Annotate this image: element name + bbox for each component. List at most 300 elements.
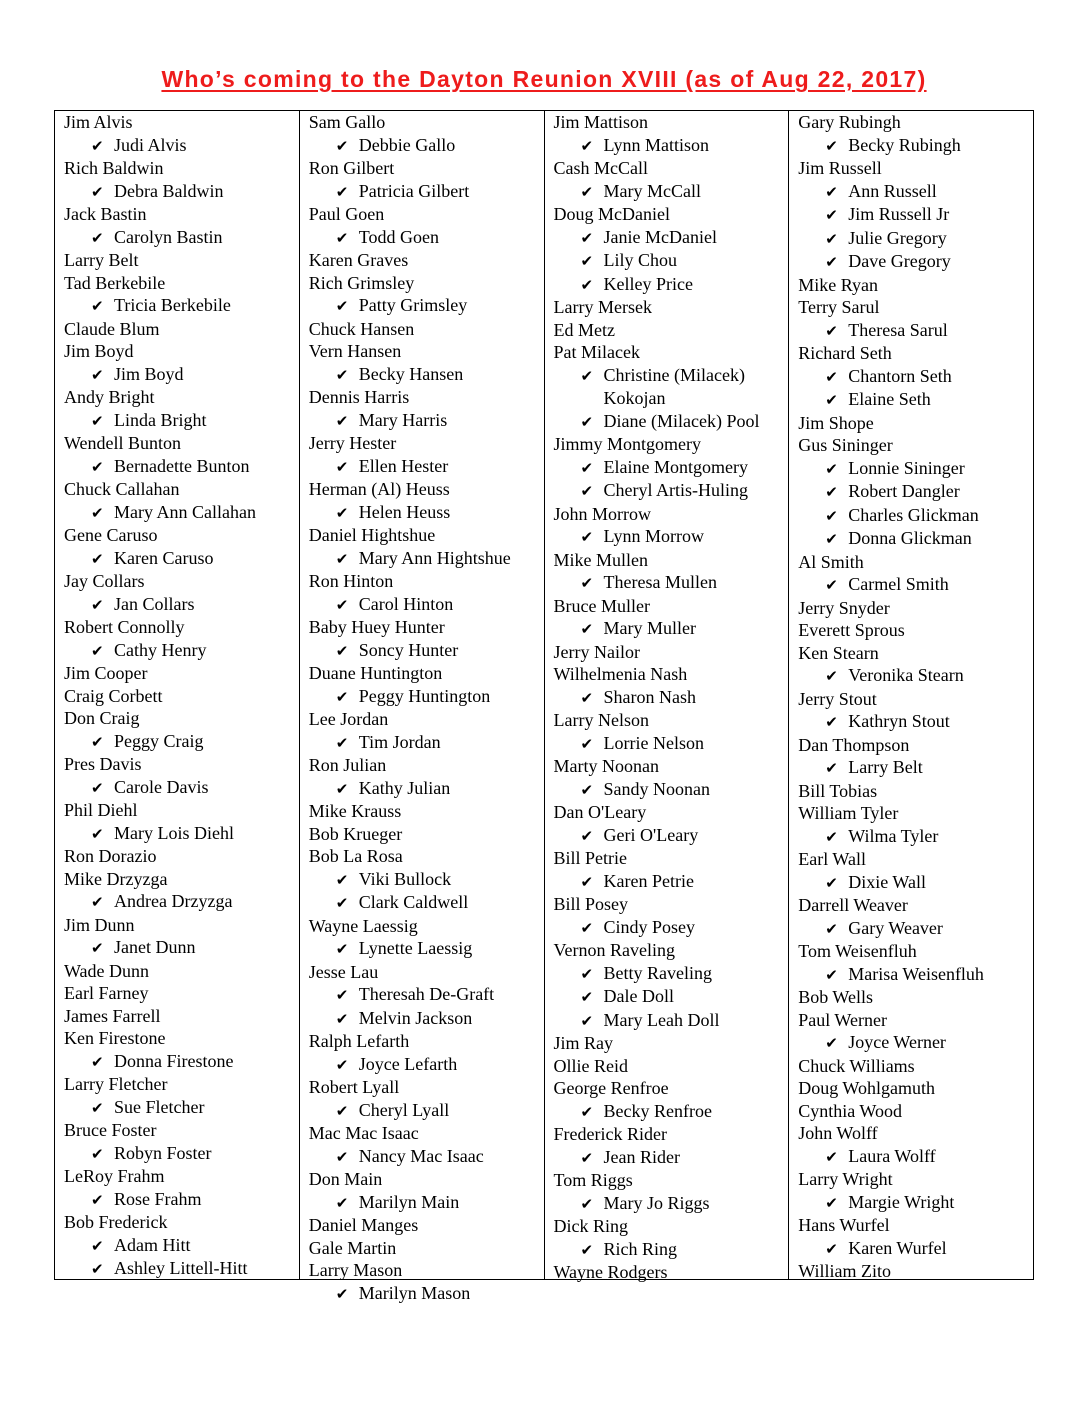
attendee-name: Sandy Noonan — [603, 778, 710, 799]
guest-entry — [64, 294, 299, 318]
guest-entry — [798, 319, 1033, 343]
attendee-name: Craig Corbett — [64, 685, 163, 706]
attendee-entry — [64, 386, 299, 409]
guest-entry — [309, 547, 544, 571]
attendee-name: Earl Farney — [64, 983, 149, 1003]
attendee-name: Todd Goen — [358, 226, 439, 247]
attendee-entry — [309, 157, 544, 180]
attendee-name: Dan O'Leary — [553, 802, 647, 822]
attendee-name: Mary Muller — [603, 618, 696, 638]
guest-entry — [798, 203, 1033, 227]
attendee-name: Andy Bright — [64, 387, 155, 407]
checkmark-icon: ✔ — [825, 1193, 838, 1212]
attendee-name: Paul Werner — [798, 1009, 887, 1030]
checkmark-icon: ✔ — [825, 713, 838, 731]
attendee-name: Karen Wurfel — [848, 1237, 947, 1258]
attendee-entry — [554, 595, 789, 618]
checkmark-icon: ✔ — [335, 894, 349, 912]
guest-entry — [554, 226, 789, 250]
attendee-name: Lily Chou — [603, 250, 678, 270]
attendee-name: Nancy Mac Isaac — [358, 1145, 484, 1166]
attendee-name: Wade Dunn — [64, 960, 150, 981]
attendee-entry — [64, 478, 299, 501]
checkmark-icon: ✔ — [335, 182, 349, 201]
attendee-name: Sue Fletcher — [114, 1096, 205, 1117]
attendee-name: Pat Milacek — [553, 342, 640, 362]
attendee-entry — [798, 1077, 1033, 1100]
guest-entry — [309, 1191, 544, 1215]
attendee-name: Larry Belt — [64, 250, 139, 270]
attendee-entry — [309, 662, 544, 685]
guest-entry — [798, 180, 1033, 204]
checkmark-icon: ✔ — [335, 136, 349, 155]
checkmark-icon: ✔ — [580, 252, 594, 270]
attendee-name: Lee Jordan — [308, 709, 389, 729]
checkmark-icon: ✔ — [91, 1144, 104, 1163]
guest-entry — [64, 180, 299, 204]
attendee-entry — [554, 319, 789, 342]
attendee-entry — [554, 433, 789, 456]
attendee-name: Carmel Smith — [848, 574, 949, 594]
guest-entry — [798, 871, 1033, 895]
guest-entry — [554, 962, 789, 986]
checkmark-icon: ✔ — [580, 872, 594, 891]
attendee-name: Tim Jordan — [358, 731, 441, 752]
attendee-entry — [64, 685, 299, 708]
attendee-name: Mike Mullen — [553, 549, 648, 570]
guest-entry — [309, 731, 544, 755]
attendee-name: Ellen Hester — [358, 455, 449, 476]
attendee-name: Lonnie Sininger — [848, 457, 965, 478]
guest-entry-continued — [554, 387, 789, 410]
guest-entry — [309, 1145, 544, 1169]
checkmark-icon: ✔ — [335, 457, 349, 476]
attendee-name: Jay Collars — [64, 571, 145, 591]
checkmark-icon: ✔ — [91, 1098, 104, 1117]
attendee-entry — [64, 1211, 299, 1234]
attendee-entry — [798, 1214, 1033, 1237]
guest-entry — [798, 1145, 1033, 1169]
guest-entry — [798, 527, 1033, 551]
attendee-name: John Morrow — [553, 503, 651, 524]
attendee-name: Daniel Hightshue — [308, 525, 436, 545]
attendee-name: Bob La Rosa — [308, 846, 403, 866]
attendee-entry — [64, 111, 299, 134]
guest-entry — [554, 1192, 789, 1216]
attendee-name: Charles Glickman — [848, 504, 979, 525]
attendee-entry — [309, 1214, 544, 1237]
attendee-name: Mary Ann Hightshue — [358, 547, 511, 568]
attendee-entry — [798, 551, 1033, 574]
attendee-name: Doug Wohlgamuth — [798, 1078, 935, 1098]
attendee-name: Jim Boyd — [64, 341, 134, 361]
checkmark-icon: ✔ — [580, 734, 594, 753]
attendee-name: Jerry Nailor — [553, 641, 640, 662]
attendee-name: Kokojan — [603, 388, 666, 408]
attendee-entry — [309, 754, 544, 777]
attendee-name: Viki Bullock — [358, 868, 452, 889]
attendee-entry — [798, 688, 1033, 711]
attendee-entry — [309, 915, 544, 938]
attendee-name: Jim Dunn — [64, 914, 135, 935]
checkmark-icon: ✔ — [335, 365, 349, 384]
attendee-name: Larry Mason — [308, 1260, 403, 1280]
guest-entry — [64, 730, 299, 754]
attendee-entry — [64, 799, 299, 822]
attendee-name: Jerry Hester — [308, 433, 397, 453]
attendee-name: Ken Stearn — [798, 642, 879, 663]
guest-entry — [64, 409, 299, 433]
attendee-entry — [554, 203, 789, 226]
attendee-name: Mike Drzyzga — [64, 868, 168, 889]
attendee-name: Sharon Nash — [603, 686, 696, 707]
attendee-name: Cynthia Wood — [798, 1100, 902, 1121]
attendee-entry — [64, 1119, 299, 1142]
attendee-name: Robert Dangler — [848, 481, 960, 501]
attendee-entry — [64, 1027, 299, 1050]
attendee-name: Cathy Henry — [114, 639, 207, 660]
attendee-name: Mary Jo Riggs — [603, 1192, 710, 1213]
guest-entry — [798, 388, 1033, 412]
attendee-entry — [798, 986, 1033, 1009]
attendee-name: Dick Ring — [553, 1216, 628, 1236]
attendee-name: Jesse Lau — [308, 961, 379, 982]
checkmark-icon: ✔ — [335, 1101, 349, 1120]
guest-entry — [554, 985, 789, 1009]
attendee-name: Wendell Bunton — [64, 433, 182, 453]
checkmark-icon: ✔ — [825, 1147, 838, 1166]
guest-entry — [554, 479, 789, 503]
attendee-name: Terry Sarul — [798, 297, 880, 317]
attendee-name: Peggy Craig — [114, 730, 204, 751]
attendee-name: Theresah De-Graft — [358, 984, 495, 1004]
attendee-entry — [64, 318, 299, 341]
guest-entry — [554, 778, 789, 802]
attendee-entry — [554, 1077, 789, 1100]
attendee-name: Wayne Laessig — [308, 915, 418, 936]
guest-entry — [309, 134, 544, 158]
attendee-entry — [798, 642, 1033, 665]
checkmark-icon: ✔ — [580, 780, 594, 799]
checkmark-icon: ✔ — [91, 641, 104, 660]
checkmark-icon: ✔ — [580, 228, 594, 247]
checkmark-icon: ✔ — [335, 1055, 349, 1074]
attendee-name: Cheryl Lyall — [358, 1099, 450, 1120]
attendee-entry — [64, 1005, 299, 1028]
checkmark-icon: ✔ — [580, 918, 594, 937]
checkmark-icon: ✔ — [825, 136, 838, 155]
attendee-name: Kathryn Stout — [848, 711, 950, 731]
guest-entry — [309, 1053, 544, 1077]
checkmark-icon: ✔ — [825, 873, 838, 892]
guest-entry — [798, 134, 1033, 158]
attendee-entry — [309, 524, 544, 547]
attendee-name: Jim Shope — [798, 412, 874, 433]
checkmark-icon: ✔ — [580, 136, 594, 155]
guest-entry — [554, 824, 789, 848]
attendee-name: Karen Petrie — [603, 870, 694, 891]
attendee-name: Becky Rubingh — [848, 134, 961, 155]
checkmark-icon: ✔ — [335, 549, 349, 568]
attendee-entry — [64, 272, 299, 295]
guest-entry — [309, 1099, 544, 1123]
guest-entry — [64, 455, 299, 479]
attendee-name: Jim Alvis — [64, 112, 133, 132]
attendee-name: Geri O'Leary — [603, 824, 699, 845]
attendee-name: Bruce Muller — [553, 595, 650, 616]
checkmark-icon: ✔ — [335, 641, 349, 660]
guest-entry — [798, 1237, 1033, 1261]
attendee-name: Gene Caruso — [64, 525, 158, 545]
attendee-entry — [309, 845, 544, 868]
attendee-name: Elaine Montgomery — [603, 456, 748, 477]
guest-entry — [554, 870, 789, 894]
guest-entry — [64, 1257, 299, 1281]
guest-entry — [309, 294, 544, 318]
attendee-name: Jim Cooper — [64, 663, 148, 683]
attendee-name: Ron Hinton — [308, 571, 394, 591]
checkmark-icon: ✔ — [335, 733, 349, 752]
attendee-name: Tom Weisenfluh — [798, 941, 917, 961]
attendee-name: Theresa Sarul — [848, 319, 948, 340]
attendee-name: Julie Gregory — [848, 227, 947, 248]
attendee-entry — [64, 753, 299, 776]
attendee-name: Ron Gilbert — [308, 158, 395, 178]
checkmark-icon: ✔ — [580, 1240, 594, 1259]
attendee-entry — [554, 1123, 789, 1146]
attendee-name: Janet Dunn — [114, 937, 196, 957]
attendee-name: Robert Lyall — [308, 1077, 400, 1097]
attendee-name: Mike Krauss — [308, 801, 402, 821]
attendee-entry — [64, 707, 299, 730]
attendee-entry — [554, 709, 789, 732]
checkmark-icon: ✔ — [335, 1009, 349, 1028]
attendee-name: Cash McCall — [553, 158, 648, 178]
attendee-name: Jim Russell Jr — [848, 204, 950, 224]
attendee-name: Don Main — [308, 1169, 383, 1189]
attendee-name: Peggy Huntington — [358, 685, 491, 706]
checkmark-icon: ✔ — [335, 940, 349, 958]
attendee-name: Herman (Al) Heuss — [308, 479, 450, 499]
guest-entry — [309, 501, 544, 525]
guest-entry — [64, 593, 299, 617]
attendee-entry — [64, 1073, 299, 1096]
attendee-name: Gale Martin — [308, 1237, 397, 1258]
attendee-entry — [554, 549, 789, 572]
attendee-entry — [554, 1215, 789, 1238]
attendee-name: Kathy Julian — [358, 777, 451, 798]
checkmark-icon: ✔ — [335, 1147, 349, 1166]
checkmark-icon: ✔ — [580, 1102, 594, 1121]
attendee-name: Jim Boyd — [114, 363, 184, 384]
attendee-name: Dixie Wall — [848, 871, 926, 892]
attendee-name: Chantorn Seth — [848, 365, 952, 386]
attendee-entry — [309, 340, 544, 363]
attendee-name: Cindy Posey — [603, 916, 696, 937]
checkmark-icon: ✔ — [580, 1194, 594, 1213]
attendee-name: Mac Mac Isaac — [308, 1123, 419, 1143]
attendee-entry — [309, 249, 544, 272]
attendee-entry — [309, 386, 544, 409]
checkmark-icon: ✔ — [91, 1260, 104, 1278]
guest-entry — [64, 226, 299, 250]
attendee-name: Rose Frahm — [114, 1188, 202, 1209]
attendee-entry — [798, 157, 1033, 180]
attendee-name: Marilyn Mason — [358, 1282, 471, 1303]
attendee-entry — [798, 1100, 1033, 1123]
attendee-name: Lorrie Nelson — [603, 732, 704, 753]
guest-entry — [798, 825, 1033, 849]
attendee-entry — [798, 274, 1033, 297]
guest-entry — [309, 363, 544, 387]
attendee-name: Dale Doll — [603, 986, 674, 1006]
checkmark-icon: ✔ — [825, 530, 838, 548]
attendee-name: Jerry Snyder — [798, 597, 890, 618]
guest-entry — [309, 891, 544, 915]
attendee-entry — [554, 847, 789, 870]
attendee-name: Ron Dorazio — [64, 846, 157, 866]
checkmark-icon: ✔ — [580, 688, 594, 707]
attendee-name: Tad Berkebile — [64, 272, 166, 293]
attendee-name: Hans Wurfel — [798, 1215, 890, 1235]
attendee-name: Marty Noonan — [553, 756, 659, 776]
attendee-name: Adam Hitt — [114, 1234, 191, 1255]
attendee-entry — [309, 823, 544, 846]
attendee-entry — [554, 641, 789, 664]
attendee-entry — [309, 111, 544, 134]
guest-entry — [64, 134, 299, 158]
guest-entry — [798, 250, 1033, 274]
guest-entry — [64, 1050, 299, 1074]
attendee-name: Becky Renfroe — [603, 1100, 712, 1121]
attendee-name: Sam Gallo — [308, 112, 386, 132]
checkmark-icon: ✔ — [580, 182, 594, 201]
guest-entry — [554, 1238, 789, 1262]
attendee-name: Larry Wright — [798, 1169, 893, 1189]
attendee-name: Mike Ryan — [798, 274, 879, 295]
attendee-name: Pres Davis — [64, 754, 142, 774]
attendee-column-1 — [55, 111, 299, 1279]
attendee-name: Margie Wright — [848, 1191, 955, 1212]
attendee-name: Lynn Mattison — [603, 134, 710, 155]
guest-entry — [554, 1146, 789, 1170]
checkmark-icon: ✔ — [580, 366, 594, 385]
attendee-name: Judi Alvis — [114, 134, 187, 155]
attendee-name: Diane (Milacek) Pool — [603, 410, 760, 431]
checkmark-icon: ✔ — [335, 595, 349, 614]
checkmark-icon: ✔ — [825, 253, 838, 271]
attendee-entry — [554, 755, 789, 778]
checkmark-icon: ✔ — [335, 228, 349, 247]
attendee-name: Joyce Lefarth — [358, 1053, 458, 1074]
attendee-name: Marilyn Main — [358, 1191, 460, 1212]
attendee-name: Mary Ann Callahan — [114, 501, 256, 522]
attendee-entry — [554, 1055, 789, 1078]
attendee-entry — [309, 1259, 544, 1282]
attendee-entry — [798, 780, 1033, 803]
attendee-name: James Farrell — [64, 1005, 161, 1026]
attendee-entry — [554, 111, 789, 134]
attendee-name: Tricia Berkebile — [114, 295, 231, 315]
attendee-name: Chuck Hansen — [308, 318, 415, 339]
guest-entry — [798, 480, 1033, 504]
guest-entry — [798, 1191, 1033, 1215]
guest-entry — [64, 822, 299, 846]
guest-entry — [798, 664, 1033, 688]
guest-entry — [554, 180, 789, 204]
attendee-name: Jimmy Montgomery — [553, 434, 701, 454]
guest-entry — [309, 685, 544, 709]
guest-entry — [554, 273, 789, 297]
attendee-name: Wilhelmenia Nash — [553, 664, 688, 684]
checkmark-icon: ✔ — [91, 1052, 104, 1071]
attendee-entry — [309, 203, 544, 226]
checkmark-icon: ✔ — [825, 667, 838, 685]
attendee-name: Laura Wolff — [848, 1145, 936, 1166]
attendee-name: Frederick Rider — [553, 1124, 667, 1144]
attendee-name: Patty Grimsley — [358, 295, 468, 315]
attendee-entry — [554, 1169, 789, 1192]
checkmark-icon: ✔ — [91, 939, 104, 957]
attendee-entry — [554, 1261, 789, 1284]
guest-entry — [554, 617, 789, 641]
attendee-name: Ashley Littell-Hitt — [114, 1258, 248, 1278]
attendee-name: Dennis Harris — [308, 387, 410, 407]
checkmark-icon: ✔ — [580, 412, 594, 431]
attendee-name: Bob Wells — [798, 987, 873, 1007]
attendee-entry — [64, 1165, 299, 1188]
attendee-column-2 — [299, 111, 544, 1303]
attendee-name: Mary Lois Diehl — [114, 822, 234, 843]
attendee-entry — [309, 708, 544, 731]
guest-entry — [309, 409, 544, 433]
checkmark-icon: ✔ — [91, 778, 104, 797]
attendee-entry — [798, 802, 1033, 825]
attendee-name: Paul Goen — [308, 204, 385, 224]
attendee-name: Helen Heuss — [358, 501, 451, 522]
attendee-name: Christine (Milacek) — [603, 364, 745, 385]
attendee-name: Janie McDaniel — [603, 226, 717, 247]
attendee-name: Clark Caldwell — [358, 892, 469, 912]
attendee-entry — [798, 342, 1033, 365]
guest-entry — [64, 1096, 299, 1120]
attendee-name: Everett Sprous — [798, 620, 905, 640]
attendee-name: Karen Caruso — [114, 547, 214, 568]
attendee-entry — [64, 340, 299, 363]
attendee-name: Jim Mattison — [553, 112, 649, 132]
guest-entry — [798, 756, 1033, 780]
attendee-name: Joyce Werner — [848, 1032, 946, 1052]
attendee-name: Rich Ring — [603, 1238, 678, 1259]
checkmark-icon: ✔ — [825, 827, 838, 846]
guest-entry — [798, 504, 1033, 528]
attendee-name: Doug McDaniel — [553, 204, 670, 224]
checkmark-icon: ✔ — [335, 1284, 349, 1303]
guest-entry — [64, 890, 299, 914]
attendee-entry — [64, 203, 299, 226]
attendee-name: Jim Ray — [553, 1033, 614, 1053]
checkmark-icon: ✔ — [580, 528, 594, 546]
attendee-name: Jack Bastin — [64, 204, 147, 224]
checkmark-icon: ✔ — [825, 483, 838, 501]
checkmark-icon: ✔ — [91, 595, 104, 614]
attendee-entry — [554, 296, 789, 319]
attendee-name: Dave Gregory — [848, 251, 951, 271]
attendee-name: Larry Nelson — [553, 710, 649, 730]
attendee-entry — [798, 619, 1033, 642]
guest-entry — [309, 593, 544, 617]
attendee-name: William Tyler — [798, 803, 899, 823]
